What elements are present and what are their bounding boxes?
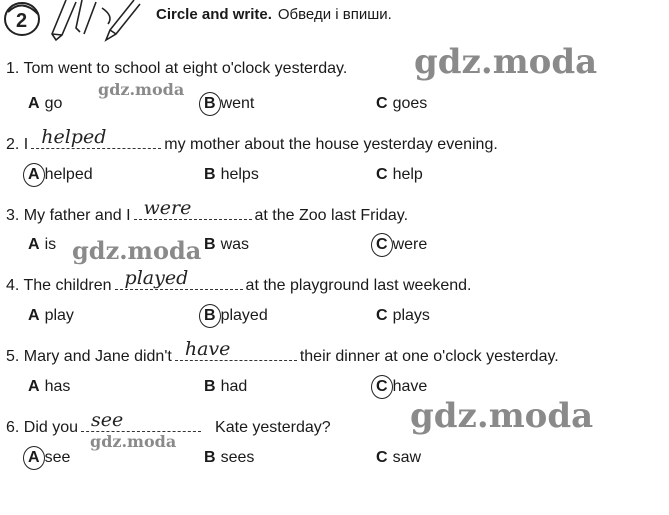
- handwritten-answer: have: [184, 338, 231, 360]
- answer-blank[interactable]: [134, 197, 252, 220]
- option-2a[interactable]: A helped: [28, 166, 93, 183]
- option-3c[interactable]: C were: [376, 236, 428, 253]
- circled-answer: A: [28, 449, 40, 466]
- handwritten-answer: see: [91, 409, 124, 431]
- option-5b[interactable]: B had: [204, 378, 248, 395]
- circled-answer: B: [204, 95, 216, 112]
- question-4: 4. The children played at the playground last weekend.: [6, 267, 472, 294]
- watermark: gdz.moda: [98, 80, 185, 99]
- question-3: 3. My father and I were at the Zoo last Friday.: [6, 197, 409, 224]
- exercise-instructions: [156, 6, 392, 23]
- circled-answer: B: [204, 307, 216, 324]
- circled-answer: C: [376, 236, 388, 253]
- exercise-number-badge: [2, 0, 46, 40]
- option-3a[interactable]: A is: [28, 236, 57, 253]
- option-4b[interactable]: B played: [204, 307, 268, 324]
- instruction-ukrainian: Обведи і впиши.: [277, 6, 392, 23]
- answer-blank[interactable]: [81, 409, 201, 432]
- question-5: 5. Mary and Jane didn't have their dinner at one o'clock yesterday.: [6, 338, 559, 365]
- option-1c[interactable]: C goes: [376, 95, 428, 112]
- option-1a[interactable]: A go: [28, 95, 63, 112]
- watermark: gdz.moda: [414, 42, 598, 82]
- exercise-number: 2: [16, 10, 28, 32]
- option-4c[interactable]: C plays: [376, 307, 430, 324]
- option-6b[interactable]: B sees: [204, 449, 255, 466]
- watermark: gdz.moda: [410, 396, 594, 436]
- option-3b[interactable]: B was: [204, 236, 250, 253]
- pencil-icon: [44, 0, 144, 44]
- option-5c[interactable]: C have: [376, 378, 428, 395]
- answer-blank[interactable]: [175, 338, 297, 361]
- option-5a[interactable]: A has: [28, 378, 71, 395]
- option-1b[interactable]: B went: [204, 95, 255, 112]
- circled-answer: C: [376, 378, 388, 395]
- watermark: gdz.moda: [90, 432, 177, 451]
- instruction-english: Circle and write.: [156, 6, 272, 23]
- option-2b[interactable]: B helps: [204, 166, 259, 183]
- question-6: 6. Did you see Kate yesterday?: [6, 409, 331, 436]
- circled-answer: A: [28, 166, 40, 183]
- watermark: gdz.moda: [72, 236, 202, 265]
- answer-blank[interactable]: [115, 267, 243, 290]
- answer-blank[interactable]: [31, 126, 161, 149]
- question-2: 2. I helped my mother about the house yesterday evening.: [6, 126, 498, 153]
- option-6a[interactable]: A see: [28, 449, 71, 466]
- option-2c[interactable]: C help: [376, 166, 423, 183]
- option-6c[interactable]: C saw: [376, 449, 422, 466]
- option-4a[interactable]: A play: [28, 307, 74, 324]
- question-text: Tom went to school at eight o'clock yesterday.: [23, 60, 348, 77]
- handwritten-answer: played: [124, 267, 189, 289]
- question-1: 1. Tom went to school at eight o'clock yesterday.: [6, 60, 348, 77]
- handwritten-answer: helped: [41, 126, 107, 148]
- handwritten-answer: were: [143, 197, 192, 219]
